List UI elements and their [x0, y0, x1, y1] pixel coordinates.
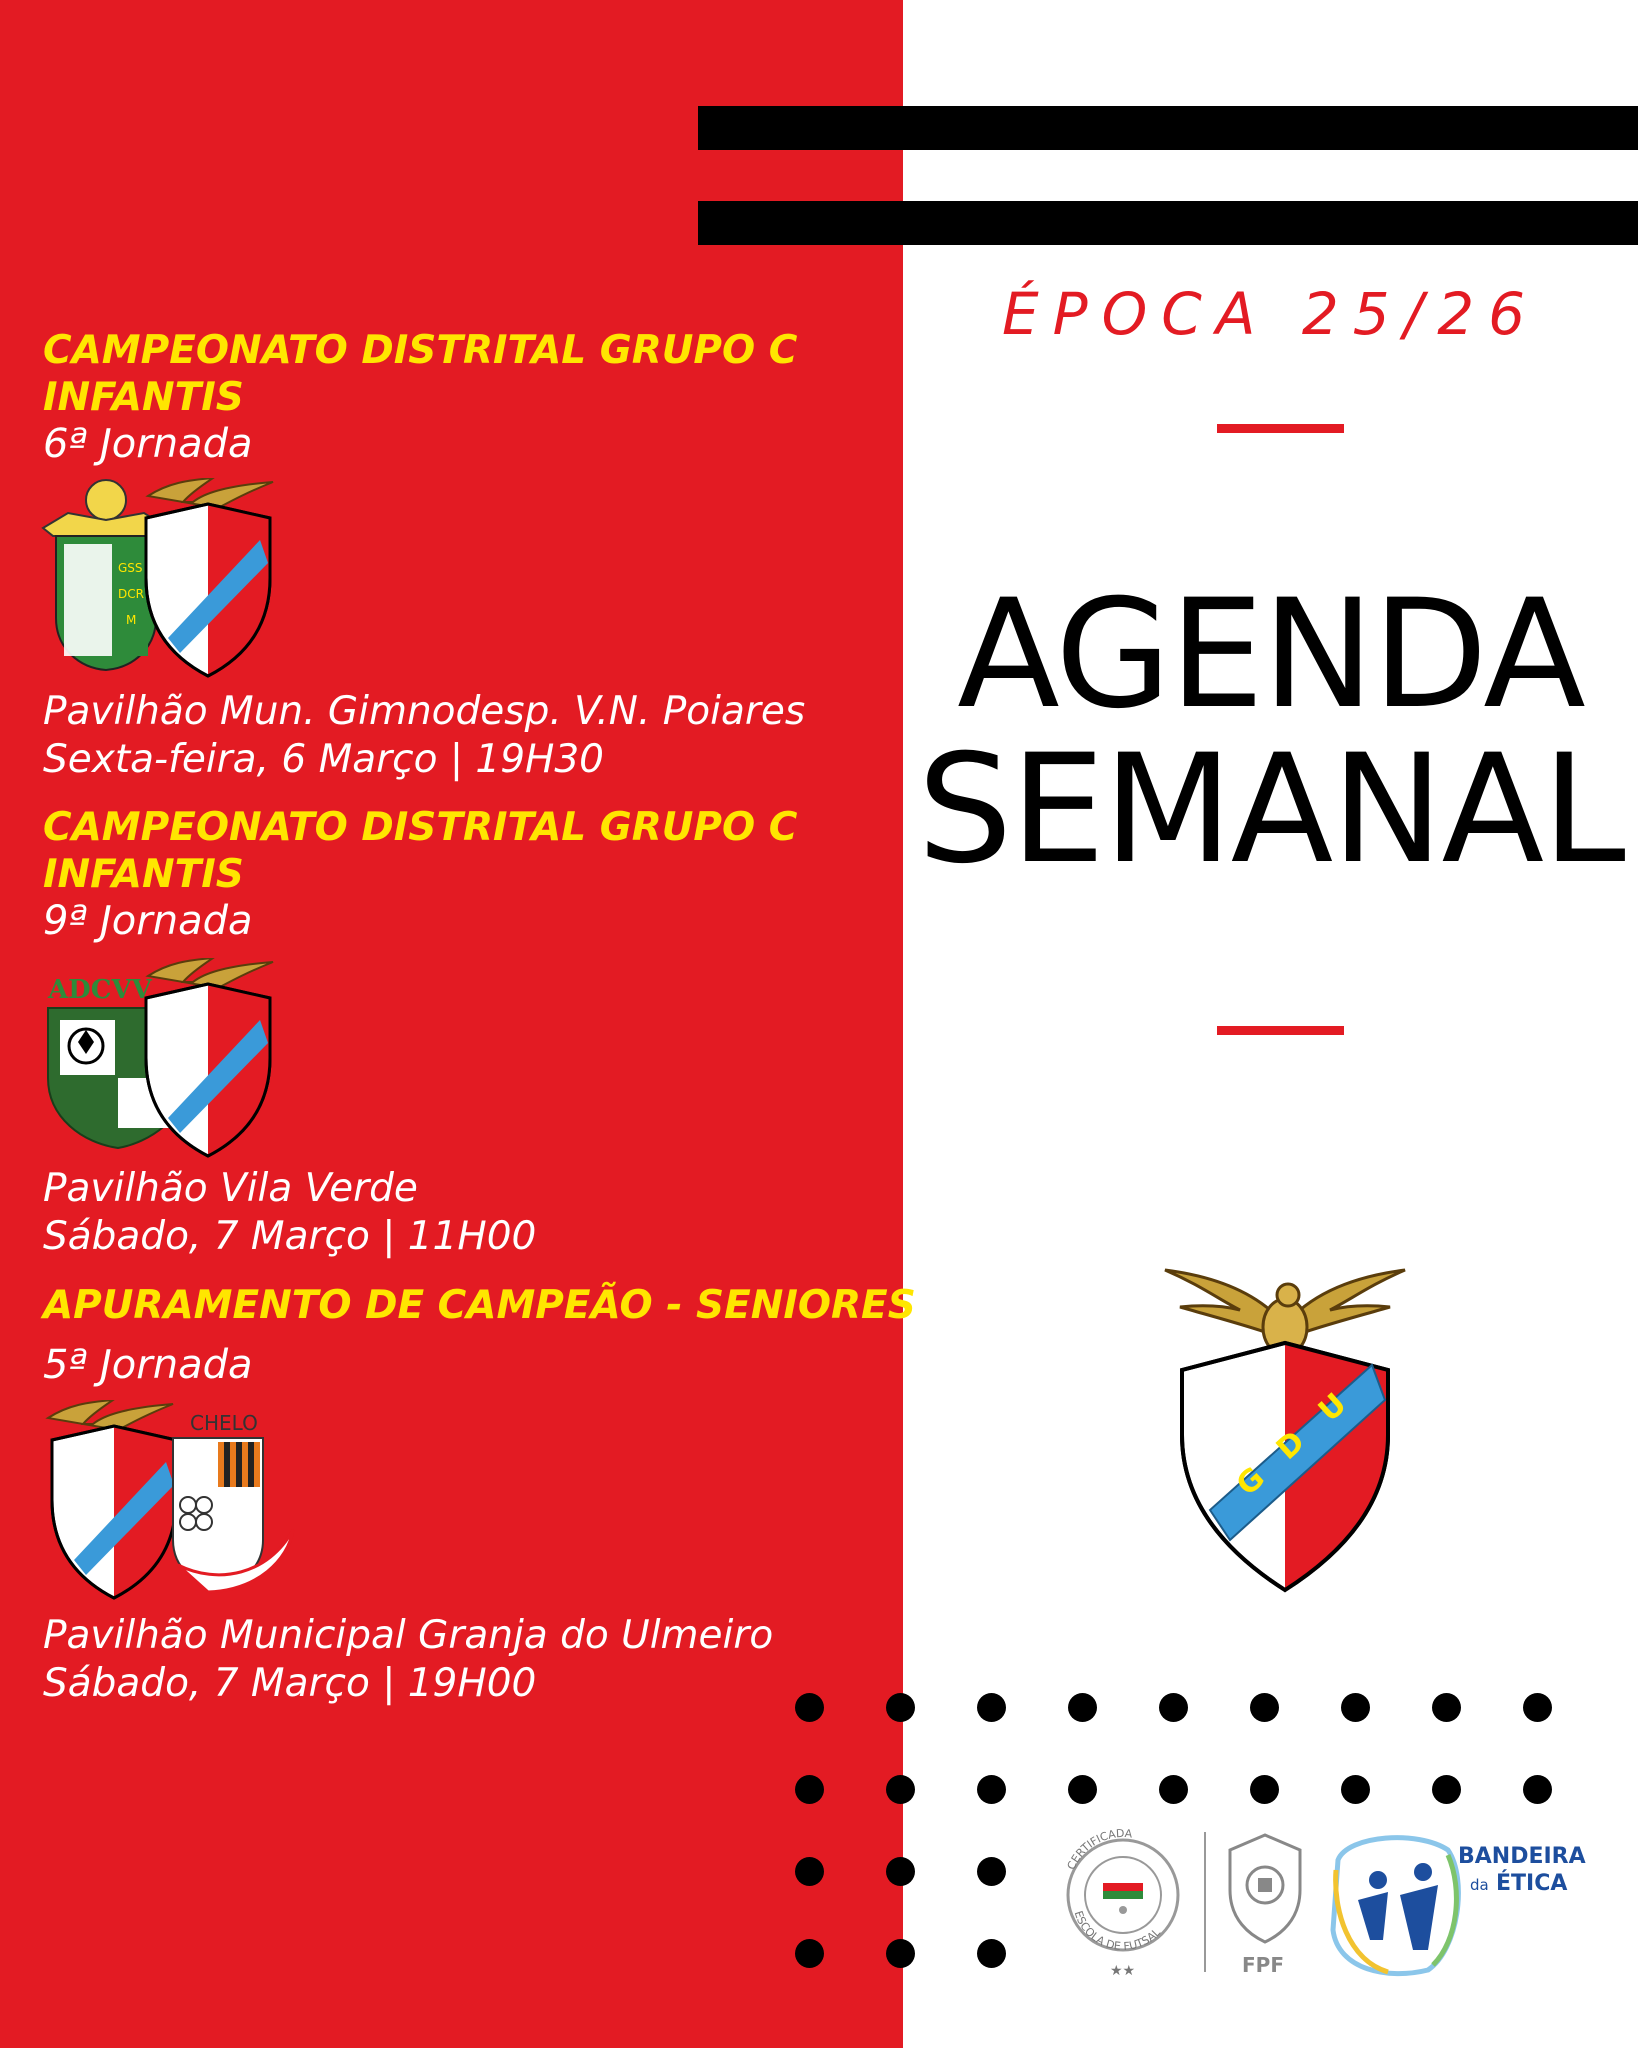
- fpf-text: FPF: [1242, 1953, 1284, 1977]
- partner-divider: [1204, 1832, 1206, 1972]
- decorative-dot: [1341, 1775, 1370, 1804]
- adcvv-text: ADCVV: [48, 975, 152, 1005]
- chelo-text: CHELO: [190, 1411, 258, 1435]
- gssdcrm-text-2: DCR: [118, 587, 144, 601]
- decorative-dot: [1523, 1775, 1552, 1804]
- crest-letter-u: U: [1311, 1386, 1354, 1429]
- decorative-dot: [1250, 1775, 1279, 1804]
- match2-crests: [38, 958, 278, 1158]
- match2-competition-line1: CAMPEONATO DISTRITAL GRUPO C: [43, 805, 798, 850]
- match2-venue: Pavilhão Vila Verde: [43, 1166, 418, 1211]
- title-line-agenda: AGENDA: [957, 568, 1584, 742]
- decorative-dot: [977, 1775, 1006, 1804]
- second-black-stripe: [698, 201, 1638, 245]
- decorative-dot: [1341, 1693, 1370, 1722]
- decorative-dot: [1159, 1693, 1188, 1722]
- match1-crests: [38, 478, 278, 678]
- match1-venue: Pavilhão Mun. Gimnodesp. V.N. Poiares: [43, 689, 806, 734]
- etica-text: ÉTICA: [1496, 1871, 1568, 1896]
- red-divider-top: [1217, 424, 1344, 433]
- decorative-dot: [1432, 1775, 1461, 1804]
- match3-crests: [38, 1400, 308, 1600]
- match2-competition-line2: INFANTIS: [43, 852, 244, 897]
- red-divider-bottom: [1217, 1026, 1344, 1035]
- decorative-dot: [1068, 1775, 1097, 1804]
- match3-competition-line1: APURAMENTO DE CAMPEÃO - SENIORES: [43, 1283, 916, 1328]
- gssdcrm-text-3: M: [126, 613, 137, 627]
- two-stars-icon: ★★: [1110, 1962, 1136, 1978]
- gdu-crest-icon: [146, 478, 273, 676]
- decorative-dot: [886, 1775, 915, 1804]
- decorative-dot: [1250, 1693, 1279, 1722]
- decorative-dot: [886, 1693, 915, 1722]
- match1-round: 6ª Jornada: [43, 421, 253, 467]
- decorative-dot: [977, 1693, 1006, 1722]
- decorative-dot: [795, 1693, 824, 1722]
- decorative-dot: [977, 1857, 1006, 1886]
- decorative-dot: [886, 1939, 915, 1968]
- top-black-stripe: [698, 106, 1638, 150]
- match3-venue: Pavilhão Municipal Granja do Ulmeiro: [43, 1613, 774, 1658]
- match3-round: 5ª Jornada: [43, 1342, 253, 1388]
- gdu-crest-icon: [48, 1400, 176, 1598]
- decorative-dot: [1068, 1693, 1097, 1722]
- fpf-logo: [1220, 1830, 1310, 1980]
- match2-round: 9ª Jornada: [43, 898, 253, 944]
- match3-datetime: Sábado, 7 Março | 19H00: [43, 1661, 537, 1706]
- decorative-dot: [795, 1857, 824, 1886]
- season-label: ÉPOCA 25/26: [1001, 280, 1540, 348]
- certificada-text: CERTIFICADA: [1064, 1826, 1133, 1872]
- decorative-dot: [795, 1939, 824, 1968]
- bandeira-figures-icon: [1358, 1863, 1438, 1950]
- decorative-dot: [795, 1775, 824, 1804]
- decorative-dot: [1159, 1775, 1188, 1804]
- decorative-dot: [886, 1857, 915, 1886]
- match1-competition-line2: INFANTIS: [43, 375, 244, 420]
- bandeira-text: BANDEIRA: [1458, 1844, 1586, 1869]
- decorative-dot: [1432, 1693, 1461, 1722]
- svg-text:ESCOLA DE FUTSAL: [1072, 1909, 1164, 1953]
- title-line-semanal: SEMANAL: [917, 723, 1624, 897]
- gssdcrm-text-1: GSS: [118, 561, 143, 575]
- decorative-dot: [977, 1939, 1006, 1968]
- chelo-crest-icon: [173, 1411, 293, 1592]
- bandeira-etica-logo: [1328, 1830, 1588, 1980]
- crest-letter-d: D: [1269, 1424, 1312, 1467]
- escola-futsal-text: ESCOLA DE FUTSAL: [1071, 1909, 1163, 1954]
- bandeira-da-text: da: [1470, 1876, 1489, 1894]
- match1-competition-line1: CAMPEONATO DISTRITAL GRUPO C: [43, 328, 798, 373]
- club-eagle-crest-large: [1160, 1265, 1410, 1595]
- certificada-escola-futsal-logo: [1058, 1825, 1188, 1985]
- match1-datetime: Sexta-feira, 6 Março | 19H30: [43, 737, 604, 782]
- match2-datetime: Sábado, 7 Março | 11H00: [43, 1214, 537, 1259]
- decorative-dot: [1523, 1693, 1552, 1722]
- crest-letter-g: G: [1229, 1460, 1272, 1503]
